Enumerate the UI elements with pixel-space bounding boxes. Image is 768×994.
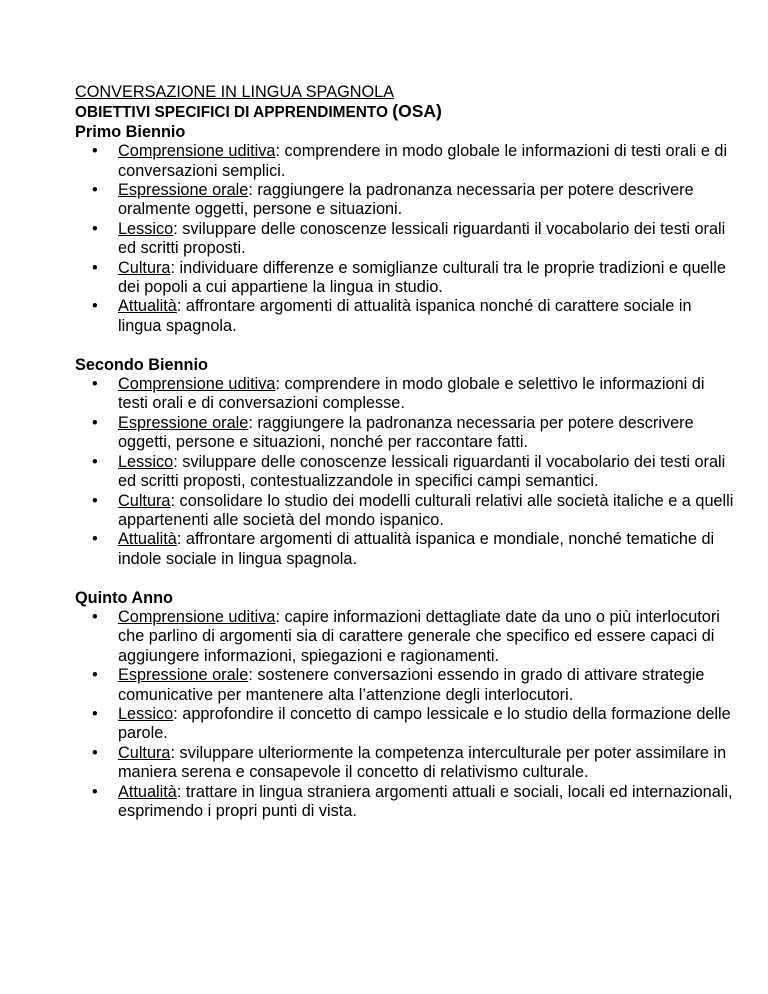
bullet-icon: • [92,142,98,161]
item-text: : affrontare argomenti di attualità ispanica e mondiale, nonché tematiche di indole sociale in lingua spagnola. [118,530,715,568]
list-item [75,142,735,181]
bullet-icon: • [92,666,98,685]
bullet-icon: • [92,607,98,626]
bullet-icon: • [92,530,98,549]
objectives-list [75,375,735,569]
subtitle-osa: (OSA) [392,101,442,122]
bullet-icon: • [92,452,98,471]
item-text: : raggiungere la padronanza necessaria per potere descrivere oralmente oggetti, persone e situazioni. [118,181,694,219]
bullet-icon: • [92,704,98,723]
item-term: Cultura [118,491,171,510]
bullet-icon: • [92,782,98,801]
item-term: Lessico [118,704,174,723]
list-item [75,297,735,336]
list-item [75,492,735,531]
item-text: : sviluppare delle conoscenze lessicali riguardanti il vocabolario dei testi orali ed scritti proposti. [118,219,726,258]
list-item [75,666,735,705]
item-term: Cultura [118,258,171,277]
item-text: : comprendere in modo globale e selettivo le informazioni di testi orali e di conversazioni complesse. [118,375,705,413]
section-secondo-biennio [75,356,735,569]
objectives-list [75,608,735,821]
list-item [75,259,735,298]
item-term: Lessico [118,452,174,471]
item-term: Comprensione uditiva [118,607,276,626]
item-term: Espressione orale [118,666,249,685]
item-text: : capire informazioni dettagliate date da uno o più interlocutori che parlino di argomenti sia di carattere generale che specifico ed essere capaci di aggiungere informazioni, spiegazioni e ragionamenti. [118,607,720,665]
section-title: Primo Biennio [75,122,186,141]
item-text: : comprendere in modo globale le informazioni di testi orali e di conversazioni semplici. [118,142,728,180]
list-item [75,705,735,744]
section-quinto-anno [75,589,735,822]
item-text: : raggiungere la padronanza necessaria per potere descrivere oggetti, persone e situazioni, nonché per raccontare fatti. [118,413,694,452]
bullet-icon: • [92,258,98,277]
bullet-icon: • [92,297,98,316]
item-term: Comprensione uditiva [118,142,276,161]
list-item [75,453,735,492]
item-text: : affrontare argomenti di attualità ispanica nonché di carattere sociale in lingua spagnola. [118,297,692,335]
list-item [75,530,735,569]
item-text: : consolidare lo studio dei modelli culturali relativi alle società italiche e a quelli appartenenti alle società del mondo ispanico. [118,491,734,529]
item-term: Espressione orale [118,181,249,200]
list-item [75,220,735,259]
bullet-icon: • [92,219,98,238]
section-title: Quinto Anno [75,588,173,607]
list-item [75,744,735,783]
list-item [75,414,735,453]
item-term: Attualità [118,297,177,316]
item-term: Lessico [118,219,174,238]
document-title: CONVERSAZIONE IN LINGUA SPAGNOLA [75,83,395,101]
item-term: Cultura [118,743,171,762]
item-text: : sostenere conversazioni essendo in grado di attivare strategie comunicative per mantenere alta l’attenzione degli interlocutori. [118,666,705,704]
bullet-icon: • [92,491,98,510]
list-item [75,783,735,822]
bullet-icon: • [92,181,98,200]
document-subtitle [75,102,735,122]
section-title: Secondo Biennio [75,355,208,374]
list-item [75,375,735,414]
subtitle-main: OBIETTIVI SPECIFICI DI APPRENDIMENTO [75,104,393,122]
objectives-list [75,142,735,336]
item-text: : approfondire il concetto di campo lessicale e lo studio della formazione delle parole. [118,704,731,743]
item-term: Espressione orale [118,413,249,432]
list-item [75,181,735,220]
bullet-icon: • [92,413,98,432]
item-text: : sviluppare delle conoscenze lessicali riguardanti il vocabolario dei testi orali ed scritti proposti, contestualizzandole in specifici campi semantici. [118,452,726,491]
bullet-icon: • [92,375,98,394]
item-term: Attualità [118,530,177,549]
bullet-icon: • [92,743,98,762]
item-text: : sviluppare ulteriormente la competenza interculturale per poter assimilare in maniera serena e consapevole il concetto di relativismo culturale. [118,743,727,782]
item-text: : trattare in lingua straniera argomenti attuali e sociali, locali ed internazionali, esprimendo i propri punti di vista. [118,782,733,820]
document-page [75,83,735,821]
section-primo-biennio [75,123,735,336]
list-item [75,608,735,666]
item-term: Comprensione uditiva [118,375,276,394]
item-term: Attualità [118,782,177,801]
item-text: : individuare differenze e somiglianze culturali tra le proprie tradizioni e quelle dei popoli a cui appartiene la lingua in studio. [118,258,726,297]
